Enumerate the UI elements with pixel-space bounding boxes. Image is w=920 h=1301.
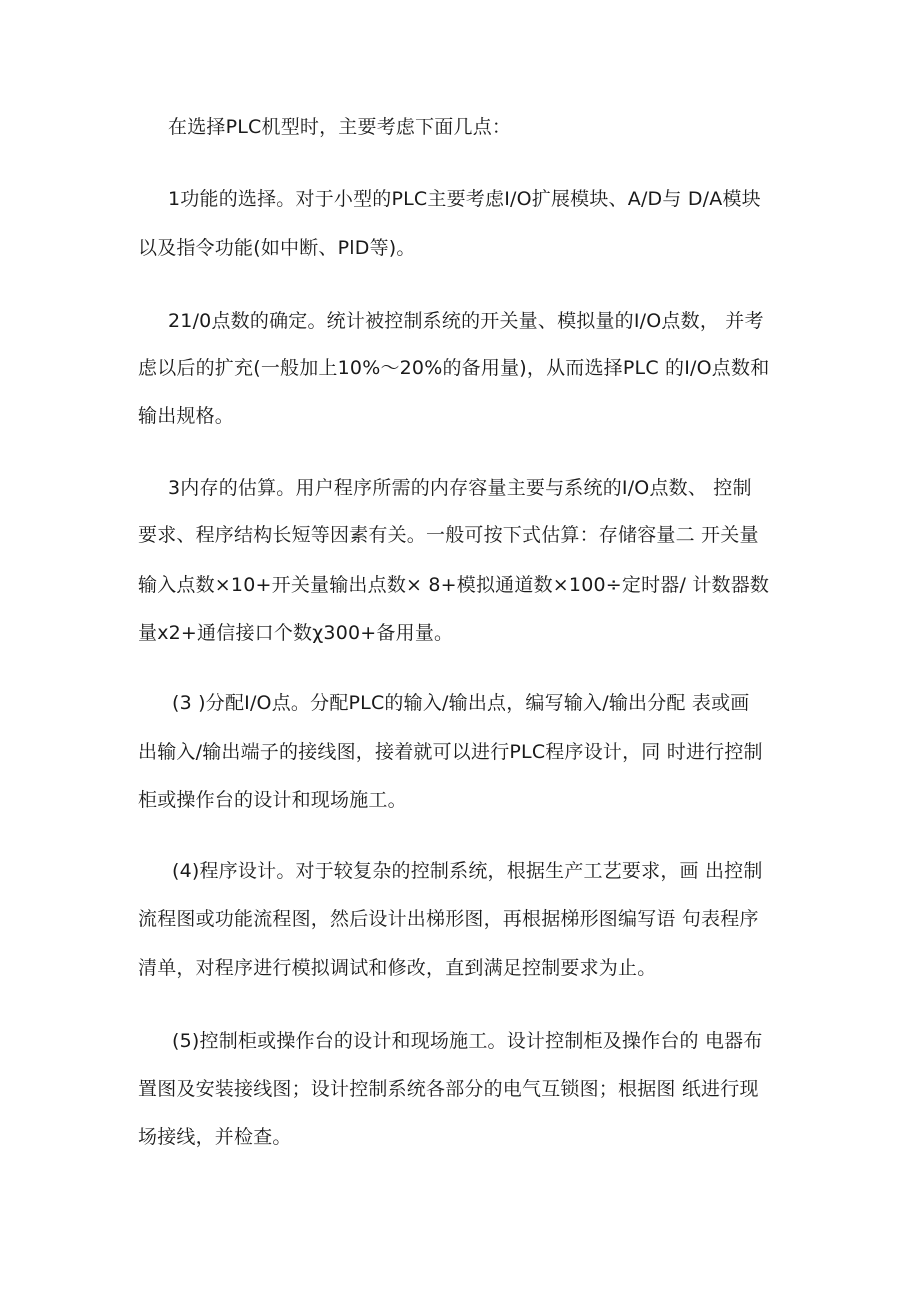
para2-line1: 21/0点数的确定。统计被控制系统的开关量、模拟量的I/O点数， 并考	[168, 310, 764, 332]
para4-line3: 柜或操作台的设计和现场施工。	[138, 789, 407, 811]
para3-line2: 要求、程序结构长短等因素有关。一般可按下式估算：存储容量二 开关量	[138, 524, 759, 546]
para5-line2: 流程图或功能流程图，然后设计出梯形图，再根据梯形图编写语 句表程序	[138, 908, 759, 930]
para5-line1: (4)程序设计。对于较复杂的控制系统，根据生产工艺要求，画 出控制	[172, 860, 763, 882]
para4-line1: (3 )分配I/O点。分配PLC的输入/输出点，编写输入/输出分配 表或画	[172, 692, 750, 714]
para2-line3: 输出规格。	[138, 405, 235, 427]
intro-line: 在选择PLC机型时，主要考虑下面几点：	[168, 116, 512, 138]
para3-line3: 输入点数×10+开关量输出点数× 8+模拟通道数×100÷定时器/ 计数器数	[138, 574, 770, 596]
para3-line4: 量x2+通信接口个数χ300+备用量。	[138, 622, 454, 644]
para3-line1: 3内存的估算。用户程序所需的内存容量主要与系统的I/O点数、 控制	[168, 477, 752, 499]
para5-line3: 清单，对程序进行模拟调试和修改，直到满足控制要求为止。	[138, 957, 657, 979]
para6-line2: 置图及安装接线图；设计控制系统各部分的电气互锁图；根据图 纸进行现	[138, 1078, 759, 1100]
para2-line2: 虑以后的扩充(一般加上10%～20%的备用量)，从而选择PLC 的I/O点数和	[138, 357, 770, 379]
para1-line1: 1功能的选择。对于小型的PLC主要考虑I/O扩展模块、A/D与 D/A模块	[168, 188, 761, 210]
para6-line3: 场接线，并检查。	[138, 1126, 292, 1148]
para4-line2: 出输入/输出端子的接线图，接着就可以进行PLC程序设计，同 时进行控制	[138, 741, 763, 763]
para6-line1: (5)控制柜或操作台的设计和现场施工。设计控制柜及操作台的 电器布	[172, 1030, 763, 1052]
para1-line2: 以及指令功能(如中断、PlD等)。	[138, 237, 416, 259]
